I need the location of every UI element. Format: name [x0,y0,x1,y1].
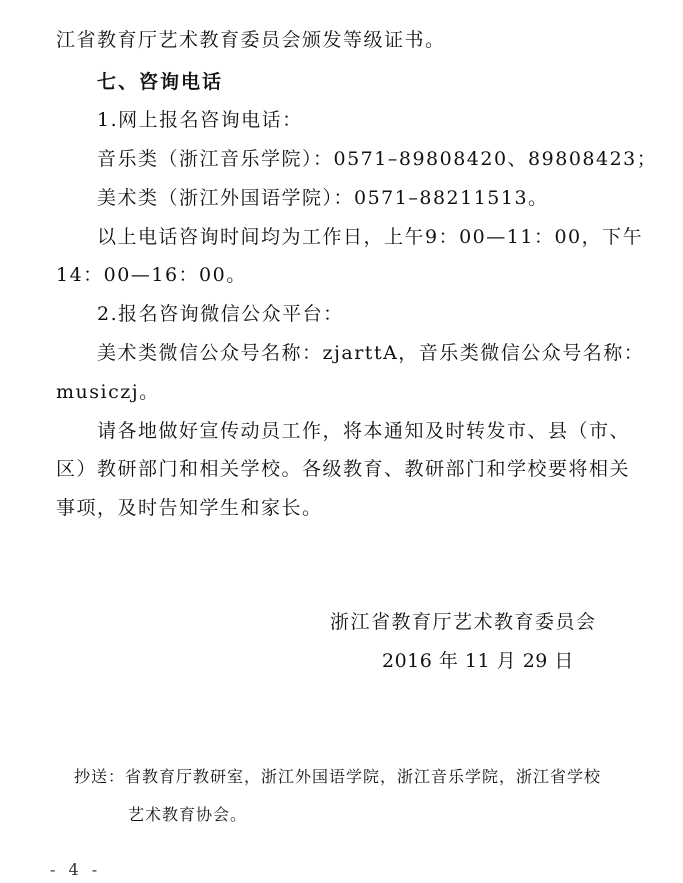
hours-line-2: 14：00—16：00。 [56,264,247,286]
phone-heading: 1.网上报名咨询电话： [97,109,303,131]
wechat-line-2: musiczj。 [56,381,160,403]
music-phone-line: 音乐类（浙江音乐学院）：0571–89808420、89808423； [97,148,658,170]
body-line-continuation: 江省教育厅艺术教育委员会颁发等级证书。 [56,29,446,51]
closing-line-2: 区）教研部门和相关学校。各级教育、教研部门和学校要将相关 [56,458,631,480]
wechat-line-1: 美术类微信公众号名称：zjarttA，音乐类微信公众号名称： [97,342,645,364]
wechat-heading: 2.报名咨询微信公众平台： [97,303,344,325]
issue-date: 2016 年 11 月 29 日 [382,650,574,672]
art-phone-line: 美术类（浙江外国语学院）：0571–88211513。 [97,187,549,209]
section-heading: 七、咨询电话 [97,71,224,93]
issuer-signature: 浙江省教育厅艺术教育委员会 [330,611,597,633]
closing-line-1: 请各地做好宣传动员工作，将本通知及时转发市、县（市、 [97,420,631,442]
hours-line-1: 以上电话咨询时间均为工作日，上午9：00—11：00，下午 [97,226,644,248]
cc-line-1: 抄送：省教育厅教研室，浙江外国语学院，浙江音乐学院，浙江省学校 [74,767,602,786]
page-number: - 4 - [50,860,102,879]
closing-line-3: 事项，及时告知学生和家长。 [56,497,323,519]
cc-line-2: 艺术教育协会。 [128,805,248,824]
